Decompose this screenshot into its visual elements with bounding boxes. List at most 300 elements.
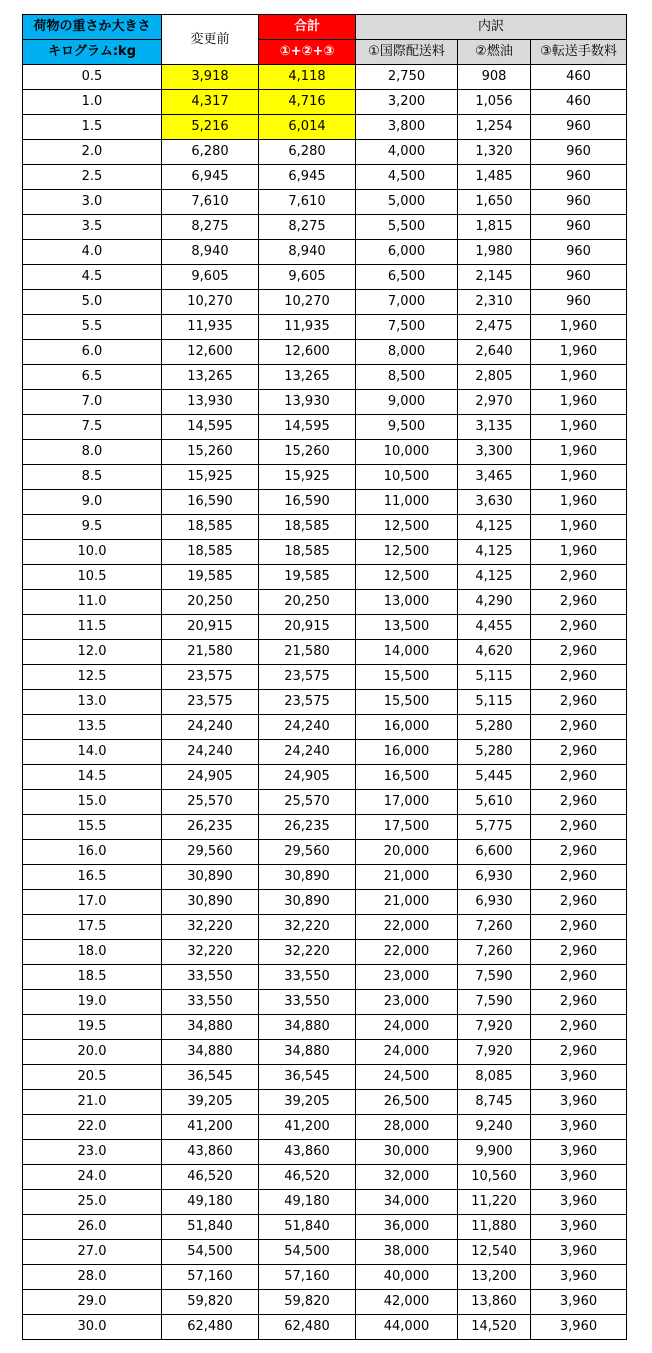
total-cell: 20,250 (259, 590, 356, 615)
before-cell: 19,585 (162, 565, 259, 590)
fuel-cell: 5,280 (458, 715, 531, 740)
before-cell: 13,930 (162, 390, 259, 415)
weight-cell: 9.0 (23, 490, 162, 515)
fuel-cell: 13,200 (458, 1265, 531, 1290)
weight-cell: 3.0 (23, 190, 162, 215)
before-cell: 54,500 (162, 1240, 259, 1265)
fuel-cell: 8,745 (458, 1090, 531, 1115)
total-cell: 33,550 (259, 990, 356, 1015)
intl-shipping-cell: 17,000 (356, 790, 458, 815)
forwarding-fee-cell: 1,960 (531, 465, 627, 490)
before-header: 変更前 (162, 15, 259, 65)
fuel-cell: 1,650 (458, 190, 531, 215)
intl-shipping-cell: 34,000 (356, 1190, 458, 1215)
table-row (23, 815, 627, 840)
table-row (23, 840, 627, 865)
total-cell: 23,575 (259, 690, 356, 715)
forwarding-fee-cell: 3,960 (531, 1240, 627, 1265)
before-cell: 21,580 (162, 640, 259, 665)
fuel-cell: 4,290 (458, 590, 531, 615)
forwarding-fee-cell: 960 (531, 290, 627, 315)
table-row (23, 915, 627, 940)
weight-cell: 5.5 (23, 315, 162, 340)
before-cell: 20,915 (162, 615, 259, 640)
table-row (23, 415, 627, 440)
forwarding-fee-cell: 960 (531, 265, 627, 290)
intl-shipping-cell: 12,500 (356, 515, 458, 540)
intl-shipping-cell: 6,000 (356, 240, 458, 265)
intl-shipping-cell: 21,000 (356, 890, 458, 915)
intl-shipping-cell: 7,500 (356, 315, 458, 340)
fuel-cell: 3,300 (458, 440, 531, 465)
before-cell: 20,250 (162, 590, 259, 615)
weight-cell: 15.0 (23, 790, 162, 815)
fuel-cell: 7,920 (458, 1015, 531, 1040)
weight-cell: 12.0 (23, 640, 162, 665)
intl-shipping-cell: 11,000 (356, 490, 458, 515)
weight-cell: 17.5 (23, 915, 162, 940)
intl-shipping-cell: 9,500 (356, 415, 458, 440)
intl-shipping-cell: 24,000 (356, 1040, 458, 1065)
intl-shipping-cell: 12,500 (356, 540, 458, 565)
table-row (23, 565, 627, 590)
table-row (23, 215, 627, 240)
weight-cell: 5.0 (23, 290, 162, 315)
intl-shipping-cell: 23,000 (356, 965, 458, 990)
total-cell: 34,880 (259, 1015, 356, 1040)
before-cell: 41,200 (162, 1115, 259, 1140)
intl-shipping-cell: 21,000 (356, 865, 458, 890)
forwarding-fee-cell: 1,960 (531, 440, 627, 465)
before-cell: 15,260 (162, 440, 259, 465)
before-cell: 34,880 (162, 1015, 259, 1040)
table-row (23, 990, 627, 1015)
intl-shipping-cell: 38,000 (356, 1240, 458, 1265)
forwarding-fee-cell: 3,960 (531, 1090, 627, 1115)
total-cell: 26,235 (259, 815, 356, 840)
weight-cell: 25.0 (23, 1190, 162, 1215)
total-cell: 54,500 (259, 1240, 356, 1265)
breakdown-header: 内訳 (356, 15, 627, 40)
table-row (23, 65, 627, 90)
forwarding-fee-cell: 3,960 (531, 1165, 627, 1190)
table-row (23, 340, 627, 365)
weight-cell: 20.5 (23, 1065, 162, 1090)
before-cell: 29,560 (162, 840, 259, 865)
intl-shipping-cell: 14,000 (356, 640, 458, 665)
forwarding-fee-cell: 1,960 (531, 365, 627, 390)
weight-cell: 7.5 (23, 415, 162, 440)
intl-shipping-cell: 15,500 (356, 690, 458, 715)
forwarding-fee-cell: 2,960 (531, 1015, 627, 1040)
intl-shipping-cell: 13,500 (356, 615, 458, 640)
fuel-cell: 7,590 (458, 965, 531, 990)
weight-cell: 21.0 (23, 1090, 162, 1115)
weight-cell: 8.0 (23, 440, 162, 465)
fuel-cell: 1,980 (458, 240, 531, 265)
intl-shipping-cell: 10,500 (356, 465, 458, 490)
fuel-cell: 7,260 (458, 915, 531, 940)
table-row (23, 1265, 627, 1290)
total-cell: 49,180 (259, 1190, 356, 1215)
forwarding-fee-cell: 2,960 (531, 690, 627, 715)
table-row (23, 690, 627, 715)
total-cell: 34,880 (259, 1040, 356, 1065)
weight-cell: 24.0 (23, 1165, 162, 1190)
fuel-cell: 3,135 (458, 415, 531, 440)
table-row (23, 865, 627, 890)
total-cell: 33,550 (259, 965, 356, 990)
total-cell: 14,595 (259, 415, 356, 440)
total-header-line2: ①+②+③ (259, 40, 356, 65)
forwarding-fee-cell: 2,960 (531, 890, 627, 915)
before-cell: 33,550 (162, 965, 259, 990)
intl-shipping-cell: 3,800 (356, 115, 458, 140)
forwarding-fee-cell: 1,960 (531, 315, 627, 340)
fuel-cell: 5,610 (458, 790, 531, 815)
forwarding-fee-cell: 1,960 (531, 540, 627, 565)
weight-cell: 23.0 (23, 1140, 162, 1165)
before-cell: 18,585 (162, 540, 259, 565)
table-body (23, 65, 627, 1340)
total-cell: 16,590 (259, 490, 356, 515)
table-row (23, 290, 627, 315)
table-row (23, 315, 627, 340)
before-cell: 34,880 (162, 1040, 259, 1065)
intl-shipping-cell: 16,000 (356, 715, 458, 740)
total-cell: 46,520 (259, 1165, 356, 1190)
forwarding-fee-cell: 1,960 (531, 515, 627, 540)
table-row (23, 740, 627, 765)
forwarding-fee-cell: 960 (531, 165, 627, 190)
fuel-cell: 908 (458, 65, 531, 90)
before-cell: 14,595 (162, 415, 259, 440)
forwarding-fee-cell: 2,960 (531, 915, 627, 940)
forwarding-fee-cell: 3,960 (531, 1215, 627, 1240)
before-cell: 9,605 (162, 265, 259, 290)
total-cell: 13,265 (259, 365, 356, 390)
intl-shipping-cell: 9,000 (356, 390, 458, 415)
intl-shipping-cell: 28,000 (356, 1115, 458, 1140)
total-cell: 51,840 (259, 1215, 356, 1240)
table-row (23, 890, 627, 915)
before-cell: 57,160 (162, 1265, 259, 1290)
total-cell: 6,014 (259, 115, 356, 140)
intl-shipping-cell: 24,500 (356, 1065, 458, 1090)
weight-header-line2: キログラム:kg (23, 40, 162, 65)
before-cell: 30,890 (162, 890, 259, 915)
intl-shipping-cell: 13,000 (356, 590, 458, 615)
weight-cell: 28.0 (23, 1265, 162, 1290)
intl-shipping-cell: 16,000 (356, 740, 458, 765)
fuel-cell: 5,445 (458, 765, 531, 790)
before-cell: 6,280 (162, 140, 259, 165)
fuel-cell: 11,880 (458, 1215, 531, 1240)
before-cell: 32,220 (162, 940, 259, 965)
total-cell: 24,240 (259, 715, 356, 740)
before-cell: 6,945 (162, 165, 259, 190)
fuel-cell: 3,465 (458, 465, 531, 490)
weight-cell: 20.0 (23, 1040, 162, 1065)
weight-cell: 14.5 (23, 765, 162, 790)
table-row (23, 665, 627, 690)
weight-cell: 13.5 (23, 715, 162, 740)
before-cell: 59,820 (162, 1290, 259, 1315)
table-row (23, 765, 627, 790)
forwarding-fee-cell: 2,960 (531, 840, 627, 865)
forwarding-fee-cell: 3,960 (531, 1290, 627, 1315)
intl-shipping-cell: 7,000 (356, 290, 458, 315)
intl-shipping-cell: 8,000 (356, 340, 458, 365)
intl-shipping-cell: 16,500 (356, 765, 458, 790)
intl-shipping-cell: 44,000 (356, 1315, 458, 1340)
weight-cell: 8.5 (23, 465, 162, 490)
fuel-cell: 11,220 (458, 1190, 531, 1215)
before-cell: 36,545 (162, 1065, 259, 1090)
before-cell: 24,905 (162, 765, 259, 790)
fuel-cell: 9,900 (458, 1140, 531, 1165)
total-cell: 32,220 (259, 940, 356, 965)
forwarding-fee-cell: 1,960 (531, 390, 627, 415)
weight-cell: 7.0 (23, 390, 162, 415)
total-cell: 15,925 (259, 465, 356, 490)
fuel-cell: 9,240 (458, 1115, 531, 1140)
table-row (23, 1090, 627, 1115)
total-cell: 32,220 (259, 915, 356, 940)
forwarding-fee-cell: 1,960 (531, 490, 627, 515)
forwarding-fee-cell: 460 (531, 65, 627, 90)
intl-shipping-header: ①国際配送料 (356, 40, 458, 65)
weight-cell: 17.0 (23, 890, 162, 915)
total-cell: 36,545 (259, 1065, 356, 1090)
weight-cell: 22.0 (23, 1115, 162, 1140)
shipping-rate-table (22, 14, 627, 1340)
weight-cell: 2.0 (23, 140, 162, 165)
before-cell: 43,860 (162, 1140, 259, 1165)
table-row (23, 640, 627, 665)
table-row (23, 790, 627, 815)
forwarding-fee-cell: 960 (531, 115, 627, 140)
table-row (23, 515, 627, 540)
intl-shipping-cell: 15,500 (356, 665, 458, 690)
forwarding-fee-cell: 2,960 (531, 965, 627, 990)
weight-cell: 12.5 (23, 665, 162, 690)
total-cell: 12,600 (259, 340, 356, 365)
intl-shipping-cell: 4,500 (356, 165, 458, 190)
fuel-cell: 14,520 (458, 1315, 531, 1340)
fuel-cell: 1,320 (458, 140, 531, 165)
total-cell: 8,275 (259, 215, 356, 240)
total-cell: 24,905 (259, 765, 356, 790)
weight-cell: 26.0 (23, 1215, 162, 1240)
weight-cell: 18.5 (23, 965, 162, 990)
before-cell: 10,270 (162, 290, 259, 315)
weight-cell: 3.5 (23, 215, 162, 240)
forwarding-fee-cell: 960 (531, 215, 627, 240)
intl-shipping-cell: 23,000 (356, 990, 458, 1015)
forwarding-fee-cell: 460 (531, 90, 627, 115)
before-cell: 8,275 (162, 215, 259, 240)
total-cell: 20,915 (259, 615, 356, 640)
table-row (23, 240, 627, 265)
before-cell: 62,480 (162, 1315, 259, 1340)
intl-shipping-cell: 26,500 (356, 1090, 458, 1115)
table-row (23, 1290, 627, 1315)
forwarding-fee-cell: 2,960 (531, 590, 627, 615)
forwarding-fee-cell: 2,960 (531, 990, 627, 1015)
fuel-cell: 2,310 (458, 290, 531, 315)
weight-header-line1: 荷物の重さか大きさ (23, 15, 162, 40)
fuel-cell: 4,125 (458, 515, 531, 540)
forwarding-fee-cell: 3,960 (531, 1065, 627, 1090)
table-row (23, 1140, 627, 1165)
intl-shipping-cell: 42,000 (356, 1290, 458, 1315)
table-row (23, 715, 627, 740)
table-row (23, 190, 627, 215)
intl-shipping-cell: 20,000 (356, 840, 458, 865)
fuel-cell: 2,475 (458, 315, 531, 340)
total-cell: 15,260 (259, 440, 356, 465)
before-cell: 24,240 (162, 715, 259, 740)
before-cell: 3,918 (162, 65, 259, 90)
before-cell: 18,585 (162, 515, 259, 540)
fuel-cell: 1,815 (458, 215, 531, 240)
total-cell: 62,480 (259, 1315, 356, 1340)
total-cell: 9,605 (259, 265, 356, 290)
table-row (23, 965, 627, 990)
intl-shipping-cell: 5,000 (356, 190, 458, 215)
intl-shipping-cell: 32,000 (356, 1165, 458, 1190)
total-cell: 21,580 (259, 640, 356, 665)
weight-cell: 0.5 (23, 65, 162, 90)
fuel-cell: 8,085 (458, 1065, 531, 1090)
fuel-cell: 5,115 (458, 690, 531, 715)
before-cell: 23,575 (162, 690, 259, 715)
fuel-cell: 1,254 (458, 115, 531, 140)
fuel-cell: 4,125 (458, 540, 531, 565)
before-cell: 5,216 (162, 115, 259, 140)
weight-cell: 9.5 (23, 515, 162, 540)
table-row (23, 390, 627, 415)
weight-cell: 16.5 (23, 865, 162, 890)
total-cell: 10,270 (259, 290, 356, 315)
total-cell: 39,205 (259, 1090, 356, 1115)
intl-shipping-cell: 30,000 (356, 1140, 458, 1165)
fuel-cell: 4,455 (458, 615, 531, 640)
table-row (23, 615, 627, 640)
intl-shipping-cell: 6,500 (356, 265, 458, 290)
table-header (23, 15, 627, 65)
fuel-cell: 5,775 (458, 815, 531, 840)
weight-cell: 4.5 (23, 265, 162, 290)
weight-cell: 11.5 (23, 615, 162, 640)
total-cell: 41,200 (259, 1115, 356, 1140)
weight-cell: 6.0 (23, 340, 162, 365)
total-cell: 29,560 (259, 840, 356, 865)
intl-shipping-cell: 3,200 (356, 90, 458, 115)
total-cell: 24,240 (259, 740, 356, 765)
forwarding-fee-cell: 2,960 (531, 565, 627, 590)
fuel-cell: 6,930 (458, 890, 531, 915)
forwarding-fee-cell: 2,960 (531, 940, 627, 965)
table-row (23, 90, 627, 115)
weight-cell: 6.5 (23, 365, 162, 390)
fuel-cell: 13,860 (458, 1290, 531, 1315)
table-row (23, 1040, 627, 1065)
weight-cell: 14.0 (23, 740, 162, 765)
before-cell: 15,925 (162, 465, 259, 490)
fuel-header: ②燃油 (458, 40, 531, 65)
total-cell: 13,930 (259, 390, 356, 415)
forwarding-fee-cell: 2,960 (531, 765, 627, 790)
forwarding-fee-cell: 3,960 (531, 1315, 627, 1340)
forwarding-fee-cell: 3,960 (531, 1140, 627, 1165)
weight-cell: 30.0 (23, 1315, 162, 1340)
weight-cell: 4.0 (23, 240, 162, 265)
fuel-cell: 3,630 (458, 490, 531, 515)
intl-shipping-cell: 4,000 (356, 140, 458, 165)
total-cell: 11,935 (259, 315, 356, 340)
table-row (23, 1015, 627, 1040)
fuel-cell: 7,260 (458, 940, 531, 965)
total-cell: 18,585 (259, 540, 356, 565)
before-cell: 8,940 (162, 240, 259, 265)
before-cell: 32,220 (162, 915, 259, 940)
weight-cell: 18.0 (23, 940, 162, 965)
total-header-line1: 合計 (259, 15, 356, 40)
intl-shipping-cell: 10,000 (356, 440, 458, 465)
forwarding-fee-cell: 3,960 (531, 1115, 627, 1140)
intl-shipping-cell: 5,500 (356, 215, 458, 240)
total-cell: 19,585 (259, 565, 356, 590)
before-cell: 7,610 (162, 190, 259, 215)
fuel-cell: 6,930 (458, 865, 531, 890)
forwarding-fee-cell: 2,960 (531, 1040, 627, 1065)
before-cell: 12,600 (162, 340, 259, 365)
total-cell: 25,570 (259, 790, 356, 815)
forwarding-fee-cell: 960 (531, 240, 627, 265)
forwarding-fee-cell: 2,960 (531, 865, 627, 890)
intl-shipping-cell: 17,500 (356, 815, 458, 840)
forwarding-fee-cell: 2,960 (531, 665, 627, 690)
before-cell: 49,180 (162, 1190, 259, 1215)
forwarding-fee-cell: 1,960 (531, 415, 627, 440)
weight-cell: 1.5 (23, 115, 162, 140)
fuel-cell: 2,805 (458, 365, 531, 390)
total-cell: 4,118 (259, 65, 356, 90)
total-cell: 4,716 (259, 90, 356, 115)
fuel-cell: 4,620 (458, 640, 531, 665)
weight-cell: 13.0 (23, 690, 162, 715)
forwarding-fee-cell: 960 (531, 140, 627, 165)
table-row (23, 440, 627, 465)
total-cell: 30,890 (259, 890, 356, 915)
forwarding-fee-cell: 2,960 (531, 615, 627, 640)
intl-shipping-cell: 8,500 (356, 365, 458, 390)
total-cell: 59,820 (259, 1290, 356, 1315)
forwarding-fee-cell: 1,960 (531, 340, 627, 365)
fuel-cell: 5,280 (458, 740, 531, 765)
intl-shipping-cell: 12,500 (356, 565, 458, 590)
fuel-cell: 4,125 (458, 565, 531, 590)
table-row (23, 140, 627, 165)
intl-shipping-cell: 22,000 (356, 940, 458, 965)
weight-cell: 10.0 (23, 540, 162, 565)
table-row (23, 1115, 627, 1140)
forwarding-fee-cell: 3,960 (531, 1265, 627, 1290)
total-cell: 6,945 (259, 165, 356, 190)
before-cell: 13,265 (162, 365, 259, 390)
